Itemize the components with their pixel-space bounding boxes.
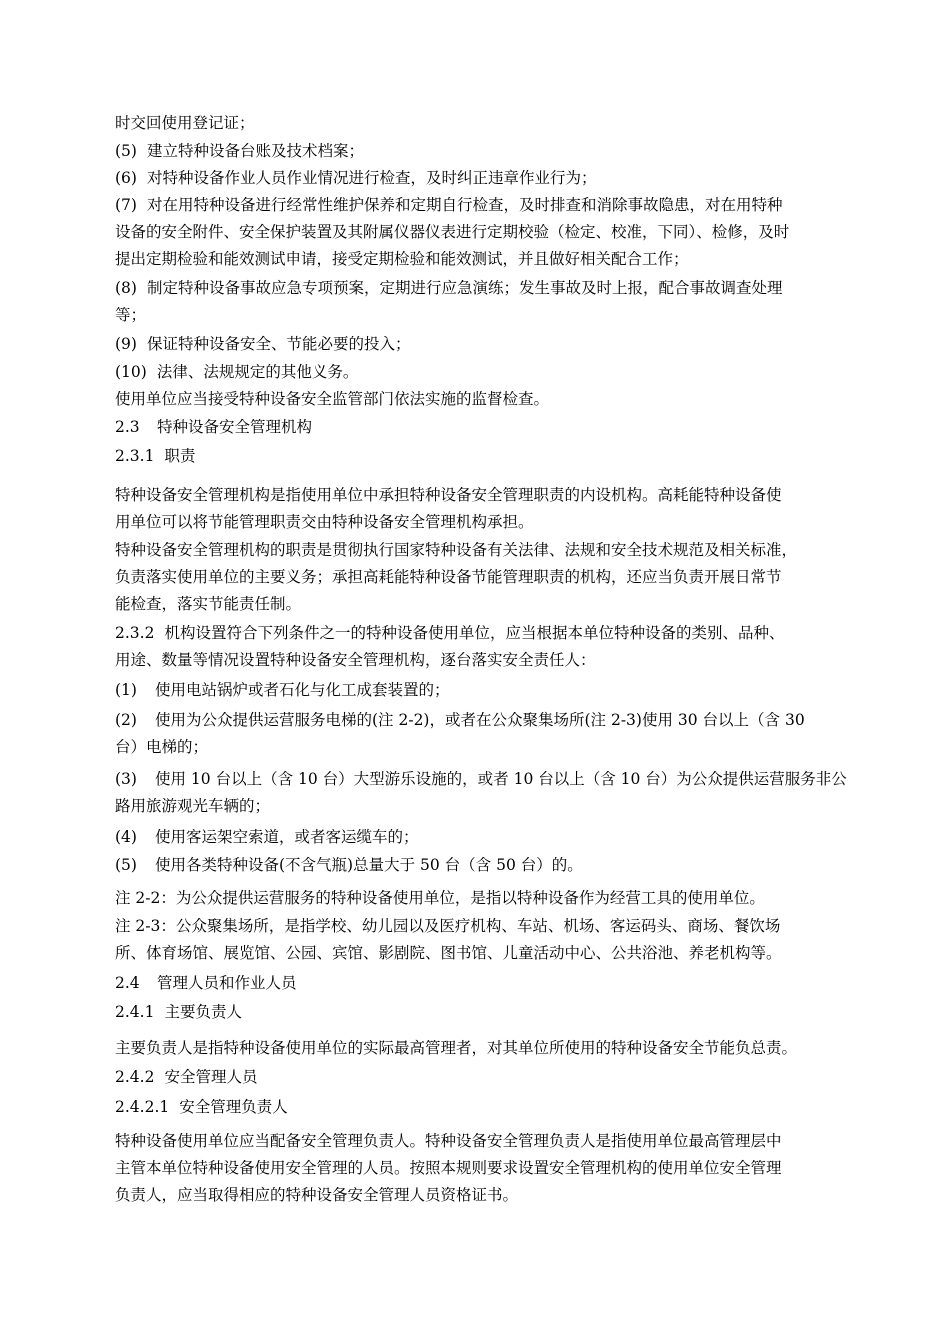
list-item [115, 677, 855, 704]
section-number: 2.4.2 [115, 1068, 155, 1086]
list-item [115, 275, 855, 302]
list-item [115, 707, 855, 734]
list-number: (7) [115, 196, 137, 214]
line-text: 机构设置符合下列条件之一的特种设备使用单位，应当根据本单位特种设备的类别、品种、 [164, 624, 785, 642]
section-number: 2.4.2.1 [115, 1098, 170, 1116]
list-number: (5) [115, 856, 137, 874]
section-number: 2.3.2 [115, 624, 155, 642]
section-title: 管理人员和作业人员 [157, 974, 297, 992]
list-number: (2) [115, 711, 137, 729]
body-line [115, 110, 855, 137]
body-line [115, 537, 855, 564]
section-heading [115, 970, 855, 997]
body-line [115, 482, 855, 509]
list-item [115, 165, 855, 192]
list-item [115, 192, 855, 219]
line-text: 路用旅游观光车辆的； [115, 797, 271, 815]
line-text: 等； [115, 306, 147, 324]
line-text: 特种设备使用单位应当配备安全管理负责人。特种设备安全管理负责人是指使用单位最高管理层中 [115, 1132, 782, 1150]
body-line [115, 1155, 855, 1182]
section-number: 2.3 [115, 418, 140, 436]
line-text: 法律、法规规定的其他义务。 [156, 363, 359, 381]
list-number: (9) [115, 335, 137, 353]
note-line [115, 940, 855, 967]
note-line [115, 885, 855, 912]
section-title: 安全管理负责人 [179, 1098, 288, 1116]
list-number: (6) [115, 169, 137, 187]
line-text: 能检查，落实节能责任制。 [115, 595, 302, 613]
body-line [115, 591, 855, 618]
body-line [115, 1128, 855, 1155]
line-text: 用途、数量等情况设置特种设备安全管理机构，逐台落实安全责任人： [115, 651, 596, 669]
line-text: 对特种设备作业人员作业情况进行检查，及时纠正违章作业行为； [146, 169, 597, 187]
line-text: 主管本单位特种设备使用安全管理的人员。按照本规则要求设置安全管理机构的使用单位安全管理 [115, 1159, 782, 1177]
body-line [115, 564, 855, 591]
body-line [115, 246, 855, 273]
line-text: 负责人，应当取得相应的特种设备安全管理人员资格证书。 [115, 1186, 519, 1204]
section-title: 安全管理人员 [164, 1068, 258, 1086]
line-text: 负责落实使用单位的主要义务；承担高耗能特种设备节能管理职责的机构，还应当负责开展日常节 [115, 568, 782, 586]
body-line [115, 386, 855, 413]
body-line [115, 647, 855, 674]
list-number: (8) [115, 279, 137, 297]
subsection-heading [115, 999, 855, 1026]
section-number: 2.3.1 [115, 447, 155, 465]
list-item [115, 331, 855, 358]
subsection-heading [115, 1094, 855, 1121]
list-item [115, 359, 855, 386]
subsection-heading [115, 443, 855, 470]
line-text: 台）电梯的； [115, 738, 209, 756]
list-item [115, 852, 855, 879]
body-line [115, 734, 855, 761]
line-text: 主要负责人是指特种设备使用单位的实际最高管理者，对其单位所使用的特种设备安全节能负总责。 [115, 1039, 798, 1057]
body-line [115, 1182, 855, 1209]
section-title: 特种设备安全管理机构 [157, 418, 313, 436]
line-text: 建立特种设备台账及技术档案； [146, 142, 364, 160]
line-text: 使用单位应当接受特种设备安全监管部门依法实施的监督检查。 [115, 390, 550, 408]
list-number: (4) [115, 828, 137, 846]
section-title: 职责 [164, 447, 196, 465]
list-item [115, 824, 855, 851]
list-item [115, 766, 855, 793]
line-text: 使用各类特种设备(不含气瓶)总量大于 50 台（含 50 台）的。 [155, 856, 583, 874]
body-line [115, 793, 855, 820]
note-line [115, 913, 855, 940]
line-text: 对在用特种设备进行经常性维护保养和定期自行检查，及时排查和消除事故隐患，对在用特种 [146, 196, 783, 214]
line-text: 使用客运架空索道，或者客运缆车的； [155, 828, 419, 846]
list-number: (1) [115, 681, 137, 699]
line-text: 使用为公众提供运营服务电梯的(注 2-2)，或者在公众聚集场所(注 2-3)使用 30 台以上（含 30 [155, 711, 805, 729]
list-number: (10) [115, 363, 147, 381]
list-number: (3) [115, 770, 137, 788]
line-text: 所、体育场馆、展览馆、公园、宾馆、影剧院、图书馆、儿童活动中心、公共浴池、养老机构等。 [115, 944, 782, 962]
line-text: 注 2-2：为公众提供运营服务的特种设备使用单位，是指以特种设备作为经营工具的使用单位。 [115, 889, 765, 907]
line-text: 特种设备安全管理机构是指使用单位中承担特种设备安全管理职责的内设机构。高耗能特种设备使 [115, 486, 782, 504]
line-text: 注 2-3：公众聚集场所，是指学校、幼儿园以及医疗机构、车站、机场、客运码头、商场、餐饮场 [115, 917, 781, 935]
body-line [115, 509, 855, 536]
line-text: 提出定期检验和能效测试申请，接受定期检验和能效测试，并且做好相关配合工作； [115, 250, 689, 268]
line-text: 时交回使用登记证； [115, 114, 255, 132]
line-text: 使用电站锅炉或者石化与化工成套装置的； [155, 681, 450, 699]
subsection-heading [115, 620, 855, 647]
section-heading [115, 414, 855, 441]
section-number: 2.4.1 [115, 1003, 155, 1021]
line-text: 使用 10 台以上（含 10 台）大型游乐设施的，或者 10 台以上（含 10 台）为公众提供运营服务非公 [155, 770, 847, 788]
list-number: (5) [115, 142, 137, 160]
body-line [115, 219, 855, 246]
body-line [115, 302, 855, 329]
line-text: 特种设备安全管理机构的职责是贯彻执行国家特种设备有关法律、法规和安全技术规范及相关标准， [115, 541, 798, 559]
subsection-heading [115, 1064, 855, 1091]
line-text: 制定特种设备事故应急专项预案，定期进行应急演练；发生事故及时上报，配合事故调查处理 [146, 279, 783, 297]
section-number: 2.4 [115, 974, 140, 992]
list-item [115, 138, 855, 165]
line-text: 保证特种设备安全、节能必要的投入； [146, 335, 411, 353]
section-title: 主要负责人 [164, 1003, 242, 1021]
line-text: 用单位可以将节能管理职责交由特种设备安全管理机构承担。 [115, 513, 534, 531]
body-line [115, 1035, 855, 1062]
line-text: 设备的安全附件、安全保护装置及其附属仪器仪表进行定期校验（检定、校准，下同）、检修，及时 [115, 223, 790, 241]
